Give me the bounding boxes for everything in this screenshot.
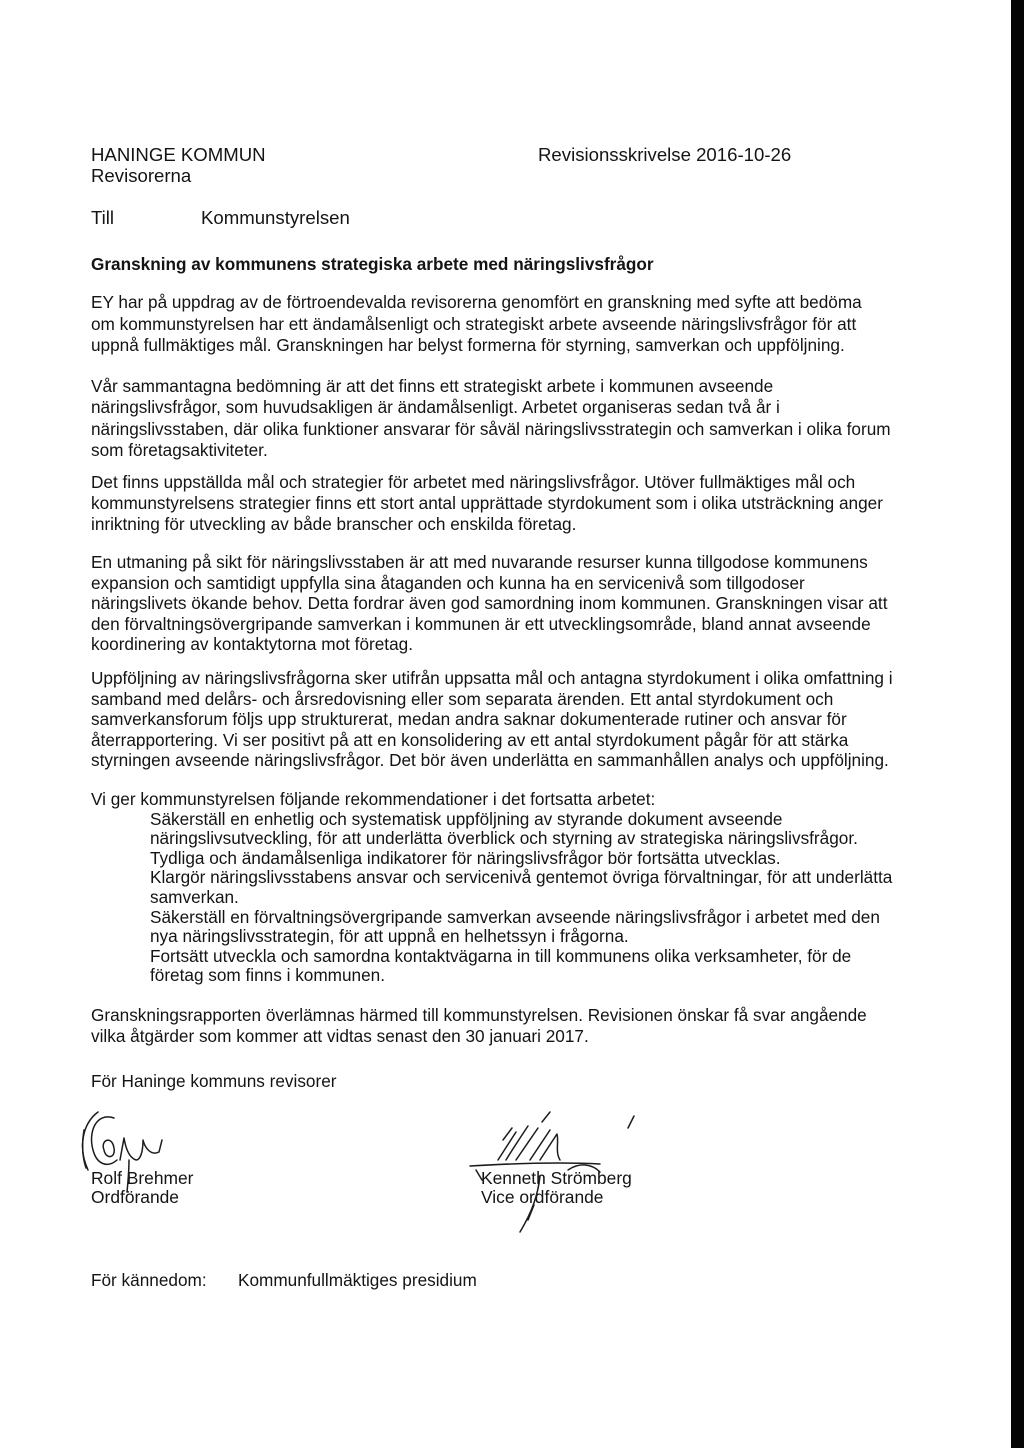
paragraph-line: inriktning för utveckling av både branscher och enskilda företag. xyxy=(91,514,577,534)
recommendation-item xyxy=(150,947,892,986)
paragraph-line: kommunstyrelsens strategier finns ett stort antal upprättade styrdokument som i olika utsträckning anger xyxy=(91,493,883,513)
recommendation-line: Klargör näringslivsstabens ansvar och servicenivå gentemot övriga förvaltningar, för att underlätta xyxy=(150,867,893,888)
department-name: Revisorerna xyxy=(91,165,192,186)
signoff-text: För Haninge kommuns revisorer xyxy=(91,1071,337,1091)
paragraph-line: återrapportering. Vi ser positivt på att en konsolidering av ett antal styrdokument pågår för att stärka xyxy=(91,729,849,750)
recommendation-line: företag som finns i kommunen. xyxy=(150,965,386,986)
paragraph-line: näringslivsstaben, där olika funktioner ansvarar för såväl näringslivsstrategin och samverkan i olika forum xyxy=(91,418,891,439)
signatory-name: Kenneth Strömberg xyxy=(481,1168,632,1188)
recommendation-line: Tydliga och ändamålsenliga indikatorer för näringslivsfrågor bör fortsätta utvecklas. xyxy=(150,847,781,868)
signature-stroke xyxy=(498,1132,516,1160)
paragraph-line: näringslivets ökande behov. Detta fordrar även god samordning inom kommunen. Granskningen visar att xyxy=(91,593,888,613)
paragraph-line: vilka åtgärder som kommer att vidtas senast den 30 januari 2017. xyxy=(91,1026,589,1046)
paragraph-line: expansion och samtidigt uppfylla sina åtaganden och kunna ha en servicenivå som tillgodoser xyxy=(91,572,805,593)
organization-name: HANINGE KOMMUN xyxy=(91,144,266,165)
recommendation-line: Fortsätt utveckla och samordna kontaktvägarna in till kommunens olika verksamheter, för de xyxy=(150,945,852,966)
paragraph-line: EY har på uppdrag av de förtroendevalda revisorerna genomfört en granskning med syfte att bedöma xyxy=(91,292,862,312)
signature-stroke xyxy=(92,1117,117,1164)
signature-stroke xyxy=(103,1140,114,1156)
recommendations-intro: Vi ger kommunstyrelsen följande rekommendationer i det fortsatta arbetet: xyxy=(91,789,656,809)
paragraph-line: om kommunstyrelsen har ett ändamålsenligt och strategiskt arbete avseende näringslivsfrågor för att xyxy=(91,313,857,334)
signatory-role: Ordförande xyxy=(91,1187,179,1207)
paragraph-line: samverkansforum följs upp strukturerat, medan andra saknar dokumenterade rutiner och ansvar för xyxy=(91,709,847,729)
recommendation-line: näringslivsutveckling, för att underlätta överblick och styrning av strategiska näringslivsfrågor. xyxy=(150,828,858,849)
paragraph-line: samband med delårs- och årsredovisning eller som separata ärenden. Ett antal styrdokument och xyxy=(91,688,834,709)
paragraph-4 xyxy=(91,552,887,655)
cc-label: För kännedom: xyxy=(91,1270,207,1290)
signature-stroke xyxy=(127,1160,129,1192)
recommendation-item xyxy=(150,908,892,947)
signature-stroke xyxy=(120,1138,162,1160)
scan-edge xyxy=(1011,0,1024,1448)
recipient-name: Kommunstyrelsen xyxy=(201,207,350,228)
paragraph-line: Vår sammantagna bedömning är att det finns ett strategiskt arbete i kommunen avseende xyxy=(91,376,774,396)
signature-stroke xyxy=(540,1134,560,1160)
recommendation-line: Säkerställ en förvaltningsövergripande samverkan avseende näringslivsfrågor i arbetet med den xyxy=(150,906,880,927)
recommendation-item xyxy=(150,849,892,869)
recommendation-item xyxy=(150,868,892,907)
recommendation-line: samverkan. xyxy=(150,886,239,907)
signature-stroke xyxy=(542,1112,550,1122)
signature-rolf-brehmer xyxy=(83,1112,162,1192)
signature-kenneth-stromberg xyxy=(470,1112,634,1232)
recommendation-line: Säkerställ en enhetlig och systematisk uppföljning av styrande dokument avseende xyxy=(150,808,783,829)
signature-stroke xyxy=(528,1205,534,1220)
recommendation-line: nya näringslivsstrategin, för att uppnå en helhetssyn i frågorna. xyxy=(150,926,629,947)
paragraph-line: näringslivsfrågor, som huvudsakligen är ändamålsenligt. Arbetet organiseras sedan två år i xyxy=(91,397,780,418)
paragraph-line: En utmaning på sikt för näringslivsstaben är att med nuvarande resurser kunna tillgodose kommunens xyxy=(91,552,868,572)
letter-title: Granskning av kommunens strategiska arbete med näringslivsfrågor xyxy=(91,254,654,274)
paragraph-line: den förvaltningsövergripande samverkan i kommunen är ett utvecklingsområde, bland annat avseende xyxy=(91,613,871,634)
paragraph-line: koordinering av kontaktytorna mot företag. xyxy=(91,634,413,654)
recommendation-item xyxy=(150,810,892,849)
handwritten-signatures xyxy=(0,1090,700,1250)
paragraph-line: Granskningsrapporten överlämnas härmed till kommunstyrelsen. Revisionen önskar få svar angående xyxy=(91,1005,867,1025)
paragraph-line: Uppföljning av näringslivsfrågorna sker utifrån uppsatta mål och antagna styrdokument i olika omfattning i xyxy=(91,668,893,688)
paragraph-line: Det finns uppställda mål och strategier för arbetet med näringslivsfrågor. Utöver fullmäktiges mål och xyxy=(91,472,856,492)
signature-stroke xyxy=(520,1176,540,1232)
paragraph-line: uppnå fullmäktiges mål. Granskningen har belyst formerna för styrning, samverkan och uppföljning. xyxy=(91,335,845,355)
paragraph-line: som företagsaktiviteter. xyxy=(91,439,268,460)
signature-stroke xyxy=(503,1128,512,1140)
paragraph-line: styrningen avseende näringslivsfrågor. Det bör även underlätta en sammanhållen analys och uppföljning. xyxy=(91,750,889,770)
recipient-label: Till xyxy=(91,207,115,228)
signature-stroke xyxy=(476,1170,482,1180)
signature-stroke xyxy=(628,1116,634,1128)
paragraph-3 xyxy=(91,472,883,535)
signature-stroke xyxy=(516,1128,538,1160)
signature-stroke xyxy=(568,1165,600,1172)
closing-paragraph xyxy=(91,1005,867,1047)
document-type-date: Revisionsskrivelse 2016-10-26 xyxy=(538,144,792,165)
paragraph-1 xyxy=(91,292,862,357)
paragraph-2 xyxy=(91,376,891,461)
signatory-role: Vice ordförande xyxy=(481,1187,604,1207)
paragraph-5 xyxy=(91,668,893,771)
signatory-name: Rolf Brehmer xyxy=(91,1168,194,1188)
cc-recipient: Kommunfullmäktiges presidium xyxy=(238,1270,477,1290)
recommendations-list xyxy=(150,810,892,986)
